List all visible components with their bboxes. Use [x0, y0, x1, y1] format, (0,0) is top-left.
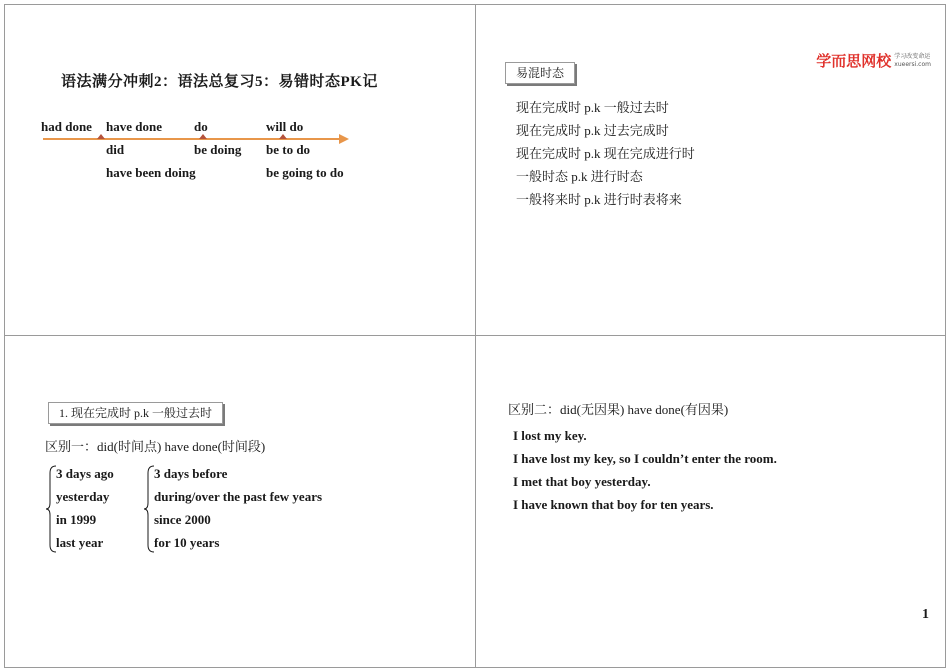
- logo-text: 学而思网校: [816, 52, 892, 70]
- timeline-label-do: do: [194, 119, 208, 134]
- list-item: 现在完成时 p.k 一般过去时: [516, 100, 669, 115]
- slide-2: [475, 4, 946, 336]
- example-sentence: I have lost my key, so I couldn’t enter the room.: [513, 451, 777, 466]
- example-sentence: I lost my key.: [513, 428, 587, 443]
- example-sentence: I met that boy yesterday.: [513, 474, 651, 489]
- page-number: 1: [922, 607, 929, 622]
- time-expression: during/over the past few years: [154, 489, 323, 504]
- logo-subtext: [894, 53, 931, 69]
- slide-title: 语法满分冲刺2：语法总复习5：易错时态PK记: [61, 74, 378, 90]
- timeline-label-be-going-to-do: be going to do: [266, 165, 344, 180]
- logo-domain: xueersi.com: [894, 60, 931, 68]
- list-item: 现在完成时 p.k 现在完成进行时: [516, 146, 695, 161]
- logo-slogan: 学习改变命运: [894, 52, 931, 60]
- time-expression: last year: [56, 535, 104, 550]
- difference-heading: 区别二：did(无因果) have done(有因果): [508, 402, 729, 417]
- timeline-label-be-doing: be doing: [194, 142, 242, 157]
- slide-1: [4, 4, 476, 336]
- timeline-label-be-to-do: be to do: [266, 142, 311, 157]
- timeline-label-did: did: [106, 142, 125, 157]
- timeline-label-have-done: have done: [106, 119, 162, 134]
- time-expression: yesterday: [56, 489, 110, 504]
- time-expression: 3 days ago: [56, 466, 114, 481]
- xueersi-logo: [816, 50, 931, 71]
- list-item: 现在完成时 p.k 过去完成时: [516, 123, 669, 138]
- slide-4: [475, 335, 946, 668]
- slide-3: [4, 335, 476, 668]
- list-item: 一般时态 p.k 进行时态: [516, 169, 643, 184]
- timeline-label-have-been-doing: have been doing: [106, 165, 196, 180]
- timeline-label-had-done: had done: [41, 119, 92, 134]
- timeline-label-will-do: will do: [266, 119, 304, 134]
- difference-heading: 区别一：did(时间点) have done(时间段): [45, 439, 266, 454]
- time-expression: for 10 years: [154, 535, 220, 550]
- example-sentence: I have known that boy for ten years.: [513, 497, 714, 512]
- section-label: 1. 现在完成时 p.k 一般过去时: [48, 402, 223, 424]
- time-expression: since 2000: [154, 512, 211, 527]
- section-label: 易混时态: [505, 62, 575, 84]
- time-expression: in 1999: [56, 512, 97, 527]
- time-expression: 3 days before: [154, 466, 228, 481]
- list-item: 一般将来时 p.k 进行时表将来: [516, 192, 682, 207]
